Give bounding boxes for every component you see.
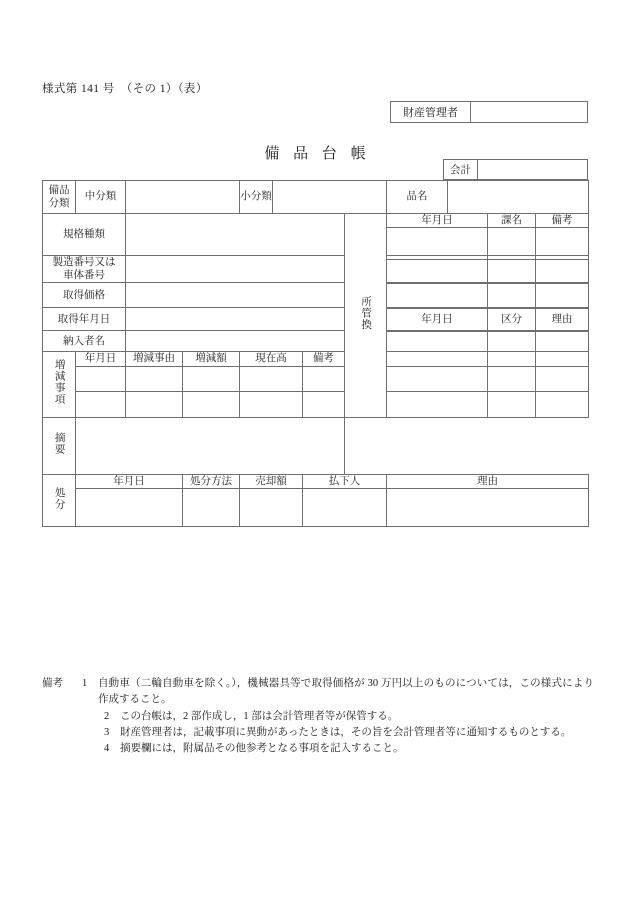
reclass-header-category: 区分 — [488, 309, 536, 331]
supplier-name-label: 納入者名 — [43, 331, 126, 352]
spec-type-label: 規格種類 — [43, 214, 126, 256]
disposal-cell-reason[interactable] — [387, 488, 589, 526]
serial-number-label-line1: 製造番号又は — [52, 257, 116, 269]
reclass-cell-date[interactable] — [387, 352, 488, 366]
change-section-label — [43, 352, 76, 417]
table-row-remarks — [43, 417, 589, 474]
table-row-disposal-entry — [43, 488, 589, 526]
small-category-label: 小分類 — [240, 181, 273, 214]
disposal-cell-sale-amount[interactable] — [240, 488, 303, 526]
remarks-section-label — [43, 417, 76, 474]
change-header-balance: 現在高 — [240, 352, 303, 366]
footnote-text: 自動車（二輪自動車を除く。），機械器具等で取得価格が 30 万円以上のものについては，この様式により作成すること。 — [98, 678, 594, 706]
footnote-number: 1 — [82, 678, 88, 689]
change-cell-reason[interactable] — [126, 391, 183, 417]
small-category-value[interactable] — [273, 181, 387, 214]
footnote-item — [98, 709, 594, 725]
disposal-cell-buyer[interactable] — [303, 488, 387, 526]
remarks-section-value[interactable] — [76, 417, 345, 474]
change-cell-date[interactable] — [76, 391, 126, 417]
change-section-label-text: 増減事項 — [53, 359, 65, 406]
disposal-cell-date[interactable] — [76, 488, 183, 526]
property-manager-label: 財産管理者 — [391, 102, 471, 122]
change-cell-date[interactable] — [76, 366, 126, 391]
reclass-cell-category[interactable] — [488, 352, 536, 366]
accounting-box — [443, 159, 588, 180]
table-row-disposal-header — [43, 474, 589, 488]
footnote-number: 4 — [104, 743, 110, 755]
footnote-text: この台帳は，2 部作成し，1 部は会計管理者等が保管する。 — [120, 710, 399, 722]
table-row-change-entry — [43, 366, 589, 391]
property-manager-box — [390, 101, 588, 123]
transfer-cell-date[interactable] — [387, 260, 488, 283]
transfer-header-division: 課名 — [488, 214, 536, 228]
supplier-name-value[interactable] — [126, 331, 345, 352]
footnotes-heading: 備考 — [42, 678, 63, 689]
transfer-cell-remarks[interactable] — [536, 284, 589, 308]
transfer-cell-division[interactable] — [488, 228, 536, 256]
middle-category-value[interactable] — [126, 181, 240, 214]
disposal-header-buyer: 払下人 — [303, 474, 387, 488]
acquisition-price-label: 取得価格 — [43, 283, 126, 308]
table-row-spec-type — [43, 214, 589, 228]
change-header-amount: 増減額 — [183, 352, 240, 366]
table-row-classification — [43, 181, 589, 214]
transfer-cell-remarks[interactable] — [536, 228, 589, 256]
change-cell-amount[interactable] — [183, 391, 240, 417]
reclass-cell-category[interactable] — [488, 391, 536, 417]
reclass-cell-reason[interactable] — [536, 391, 589, 417]
transfer-header-date: 年月日 — [387, 214, 488, 228]
change-header-reason: 増減事由 — [126, 352, 183, 366]
change-cell-reason[interactable] — [126, 366, 183, 391]
equipment-category-label — [43, 181, 76, 214]
spec-type-value[interactable] — [126, 214, 345, 256]
table-row-change-entry — [43, 391, 589, 417]
footnote-text: 財産管理者は，記載事項に異動があったときは，その旨を会計管理者等に通知するものとする。 — [120, 726, 572, 738]
disposal-section-label-text: 処分 — [53, 486, 65, 510]
item-name-label: 品名 — [387, 181, 448, 214]
middle-category-label: 中分類 — [76, 181, 126, 214]
transfer-cell-remarks[interactable] — [536, 260, 589, 283]
footnote-item — [42, 676, 594, 709]
disposal-header-method: 処分方法 — [183, 474, 240, 488]
reclass-cell-reason[interactable] — [536, 366, 589, 391]
change-cell-remarks[interactable] — [303, 391, 345, 417]
accounting-value[interactable] — [478, 160, 587, 179]
change-header-date: 年月日 — [76, 352, 126, 366]
table-row-change-header — [43, 352, 589, 366]
change-cell-amount[interactable] — [183, 366, 240, 391]
transfer-cell-division[interactable] — [488, 284, 536, 308]
equipment-category-label-line1: 備品 — [48, 184, 70, 196]
disposal-header-reason: 理由 — [387, 474, 589, 488]
footnote-text: 摘要欄には，附属品その他参考となる事項を記入すること。 — [120, 743, 404, 755]
equipment-ledger-table — [42, 180, 589, 527]
footnote-item — [98, 725, 594, 741]
footnotes — [42, 676, 594, 757]
reclass-cell-date[interactable] — [387, 332, 488, 352]
acquisition-price-value[interactable] — [126, 283, 345, 308]
acquisition-date-label: 取得年月日 — [43, 308, 126, 331]
serial-number-label — [43, 256, 126, 283]
acquisition-date-value[interactable] — [126, 308, 345, 331]
equipment-category-label-line2: 分類 — [48, 198, 70, 209]
transfer-cell-date[interactable] — [387, 228, 488, 256]
transfer-section-label-text: 所管換 — [360, 295, 372, 331]
item-name-value[interactable] — [448, 181, 589, 214]
accounting-label: 会計 — [444, 160, 478, 179]
transfer-header-remarks: 備考 — [536, 214, 589, 228]
disposal-header-sale-amount: 売却額 — [240, 474, 303, 488]
transfer-section-label — [345, 214, 387, 418]
reclass-cell-date[interactable] — [387, 366, 488, 391]
change-header-remarks: 備考 — [303, 352, 345, 366]
disposal-cell-method[interactable] — [183, 488, 240, 526]
footnote-item — [98, 741, 594, 757]
form-number: 様式第 141 号 （その 1）（表） — [42, 83, 208, 95]
disposal-section-label — [43, 474, 76, 526]
transfer-cell-division[interactable] — [488, 260, 536, 283]
reclass-cell-date[interactable] — [387, 391, 488, 417]
reclass-cell-category[interactable] — [488, 366, 536, 391]
change-cell-balance[interactable] — [240, 366, 303, 391]
remarks-section-label-text: 摘要 — [53, 431, 65, 455]
footnote-number: 2 — [104, 710, 110, 722]
serial-number-label-line2: 車体番号 — [63, 270, 105, 282]
serial-number-value[interactable] — [126, 256, 345, 283]
disposal-header-date: 年月日 — [76, 474, 183, 488]
reclass-header-date: 年月日 — [387, 309, 488, 331]
property-manager-value[interactable] — [471, 102, 587, 122]
transfer-cell-date[interactable] — [387, 284, 488, 308]
reclass-cell-category[interactable] — [488, 332, 536, 352]
reclass-cell-reason[interactable] — [536, 332, 589, 352]
change-cell-balance[interactable] — [240, 391, 303, 417]
footnote-number: 3 — [104, 726, 110, 738]
reclass-cell-reason[interactable] — [536, 352, 589, 366]
change-cell-remarks[interactable] — [303, 366, 345, 391]
reclass-header-reason: 理由 — [536, 309, 589, 331]
page-title: 備 品 台 帳 — [264, 146, 371, 162]
